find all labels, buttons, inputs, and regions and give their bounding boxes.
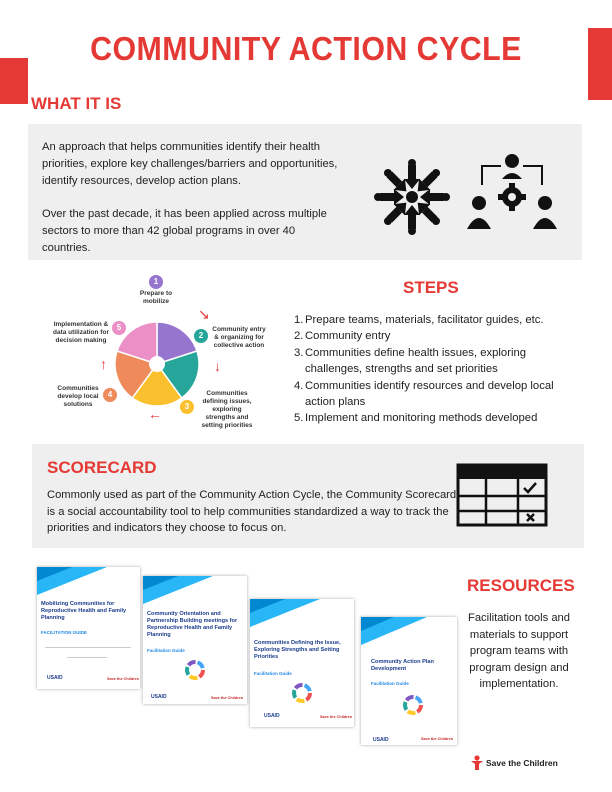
doc-corner-graphic (143, 576, 247, 616)
step-item (294, 378, 586, 411)
step-item (294, 345, 586, 378)
what-it-is-heading: WHAT IT IS (31, 94, 122, 113)
phase-1-label: Prepare to mobilize (139, 290, 173, 305)
save-the-children-mark: Save the Children (320, 715, 353, 719)
phase-4-badge: 4 (103, 388, 117, 402)
usaid-logo: USAID (264, 713, 280, 719)
scorecard-text: Commonly used as part of the Community Action Cycle, the Community Scorecard is a social accountability tool to help communities standardized a way to track the priorities and indicators they choose to focus on. (47, 489, 457, 534)
cycle-arrow-1: ↘ (198, 306, 210, 322)
step-number: 1. (294, 314, 304, 326)
doc-title: Communities Defining the Issue, Exploring Strengths and Setting Priorities (254, 640, 341, 660)
doc-subtitle: Facilitation Guide (147, 648, 185, 653)
save-the-children-mark: Save the Children (211, 696, 244, 700)
step-number: 5. (294, 412, 304, 425)
community-wheel-logo (401, 693, 425, 717)
phase-4-label: Communities develop local solutions (57, 385, 99, 408)
doc-corner-graphic (250, 599, 354, 639)
doc-corner-graphic (361, 617, 457, 657)
community-wheel-logo (290, 681, 314, 705)
page-title: COMMUNITY ACTION CYCLE (90, 30, 522, 67)
cycle-arrow-2: ↓ (214, 358, 221, 374)
what-paragraph-1: An approach that helps communities identify their health priorities, explore key challenges/barriers and opportunities, identify resources, develop action plans. (42, 141, 338, 187)
phase-3-label: Communities defining issues, exploring strengths and setting priorities (201, 390, 253, 429)
phase-5-label: Implementation & data utilization for decision making (53, 321, 109, 344)
usaid-logo: USAID (373, 737, 389, 743)
phase-2-badge: 2 (194, 329, 208, 343)
step-text: Implement and monitoring methods developed (305, 412, 538, 425)
save-the-children-mark: Save the Children (421, 737, 454, 741)
step-number: 2. (294, 330, 304, 343)
resources-heading: RESOURCES (467, 576, 575, 595)
doc-title: Community Orientation and Partnership Building meetings for Reproductive Health and Family Planning (147, 611, 238, 638)
step-item (294, 410, 586, 426)
step-text: Communities identify resources and develop local action plans (305, 379, 554, 409)
step-number: 4. (294, 379, 304, 392)
step-text: Prepare teams, materials, facilitator guides, etc. (305, 314, 544, 326)
doc-title: Mobilizing Communities for Reproductive Health and Family Planning (41, 601, 127, 621)
doc-rule (67, 657, 107, 658)
steps-list (294, 312, 586, 427)
community-wheel-logo (183, 658, 207, 682)
collaboration-icon (374, 159, 450, 235)
accent-bar-right (588, 28, 612, 100)
resource-doc-4[interactable] (361, 617, 457, 745)
doc-rule (45, 647, 131, 648)
scorecard-heading: SCORECARD (47, 458, 157, 477)
scorecard-grid-icon (456, 463, 548, 527)
what-paragraph-2: Over the past decade, it has been applied across multiple sectors to more than 42 global programs in over 40 countries. (42, 208, 327, 254)
save-the-children-mark: Save the Children (107, 677, 140, 681)
team-gear-icon (467, 149, 557, 235)
step-item (294, 328, 586, 344)
doc-subtitle: Facilitation Guide (371, 681, 409, 686)
what-it-is-panel (28, 124, 582, 260)
cycle-arrow-4: ↑ (100, 356, 107, 372)
doc-subtitle: FACILITATION GUIDE (41, 630, 87, 635)
step-text: Community entry (305, 330, 391, 343)
doc-title: Community Action Plan Development (371, 659, 434, 672)
phase-5-badge: 5 (112, 321, 126, 335)
cycle-center (149, 356, 165, 372)
resources-text: Facilitation tools and materials to support program teams with program design and implementation. (468, 612, 570, 691)
cycle-arrow-3: ← (148, 406, 162, 422)
doc-subtitle: Facilitation Guide (254, 671, 292, 676)
phase-2-label: Community entry & organizing for collective action (212, 326, 266, 349)
phase-1-badge: 1 (149, 275, 163, 289)
steps-heading: STEPS (403, 278, 459, 297)
resource-doc-2[interactable] (143, 576, 247, 704)
what-it-is-text (42, 139, 342, 257)
resource-doc-3[interactable] (250, 599, 354, 727)
step-number: 3. (294, 346, 304, 359)
usaid-logo: USAID (47, 675, 63, 681)
step-item (294, 312, 586, 328)
phase-3-badge: 3 (180, 400, 194, 414)
step-text: Communities define health issues, exploring challenges, strengths and set priorities (305, 346, 527, 376)
resource-doc-1[interactable] (37, 567, 140, 689)
save-the-children-icon (470, 755, 484, 771)
usaid-logo: USAID (151, 694, 167, 700)
scorecard-panel (32, 444, 584, 548)
save-the-children-logo: Save the Children (486, 758, 558, 768)
community-action-cycle-diagram (52, 272, 288, 432)
